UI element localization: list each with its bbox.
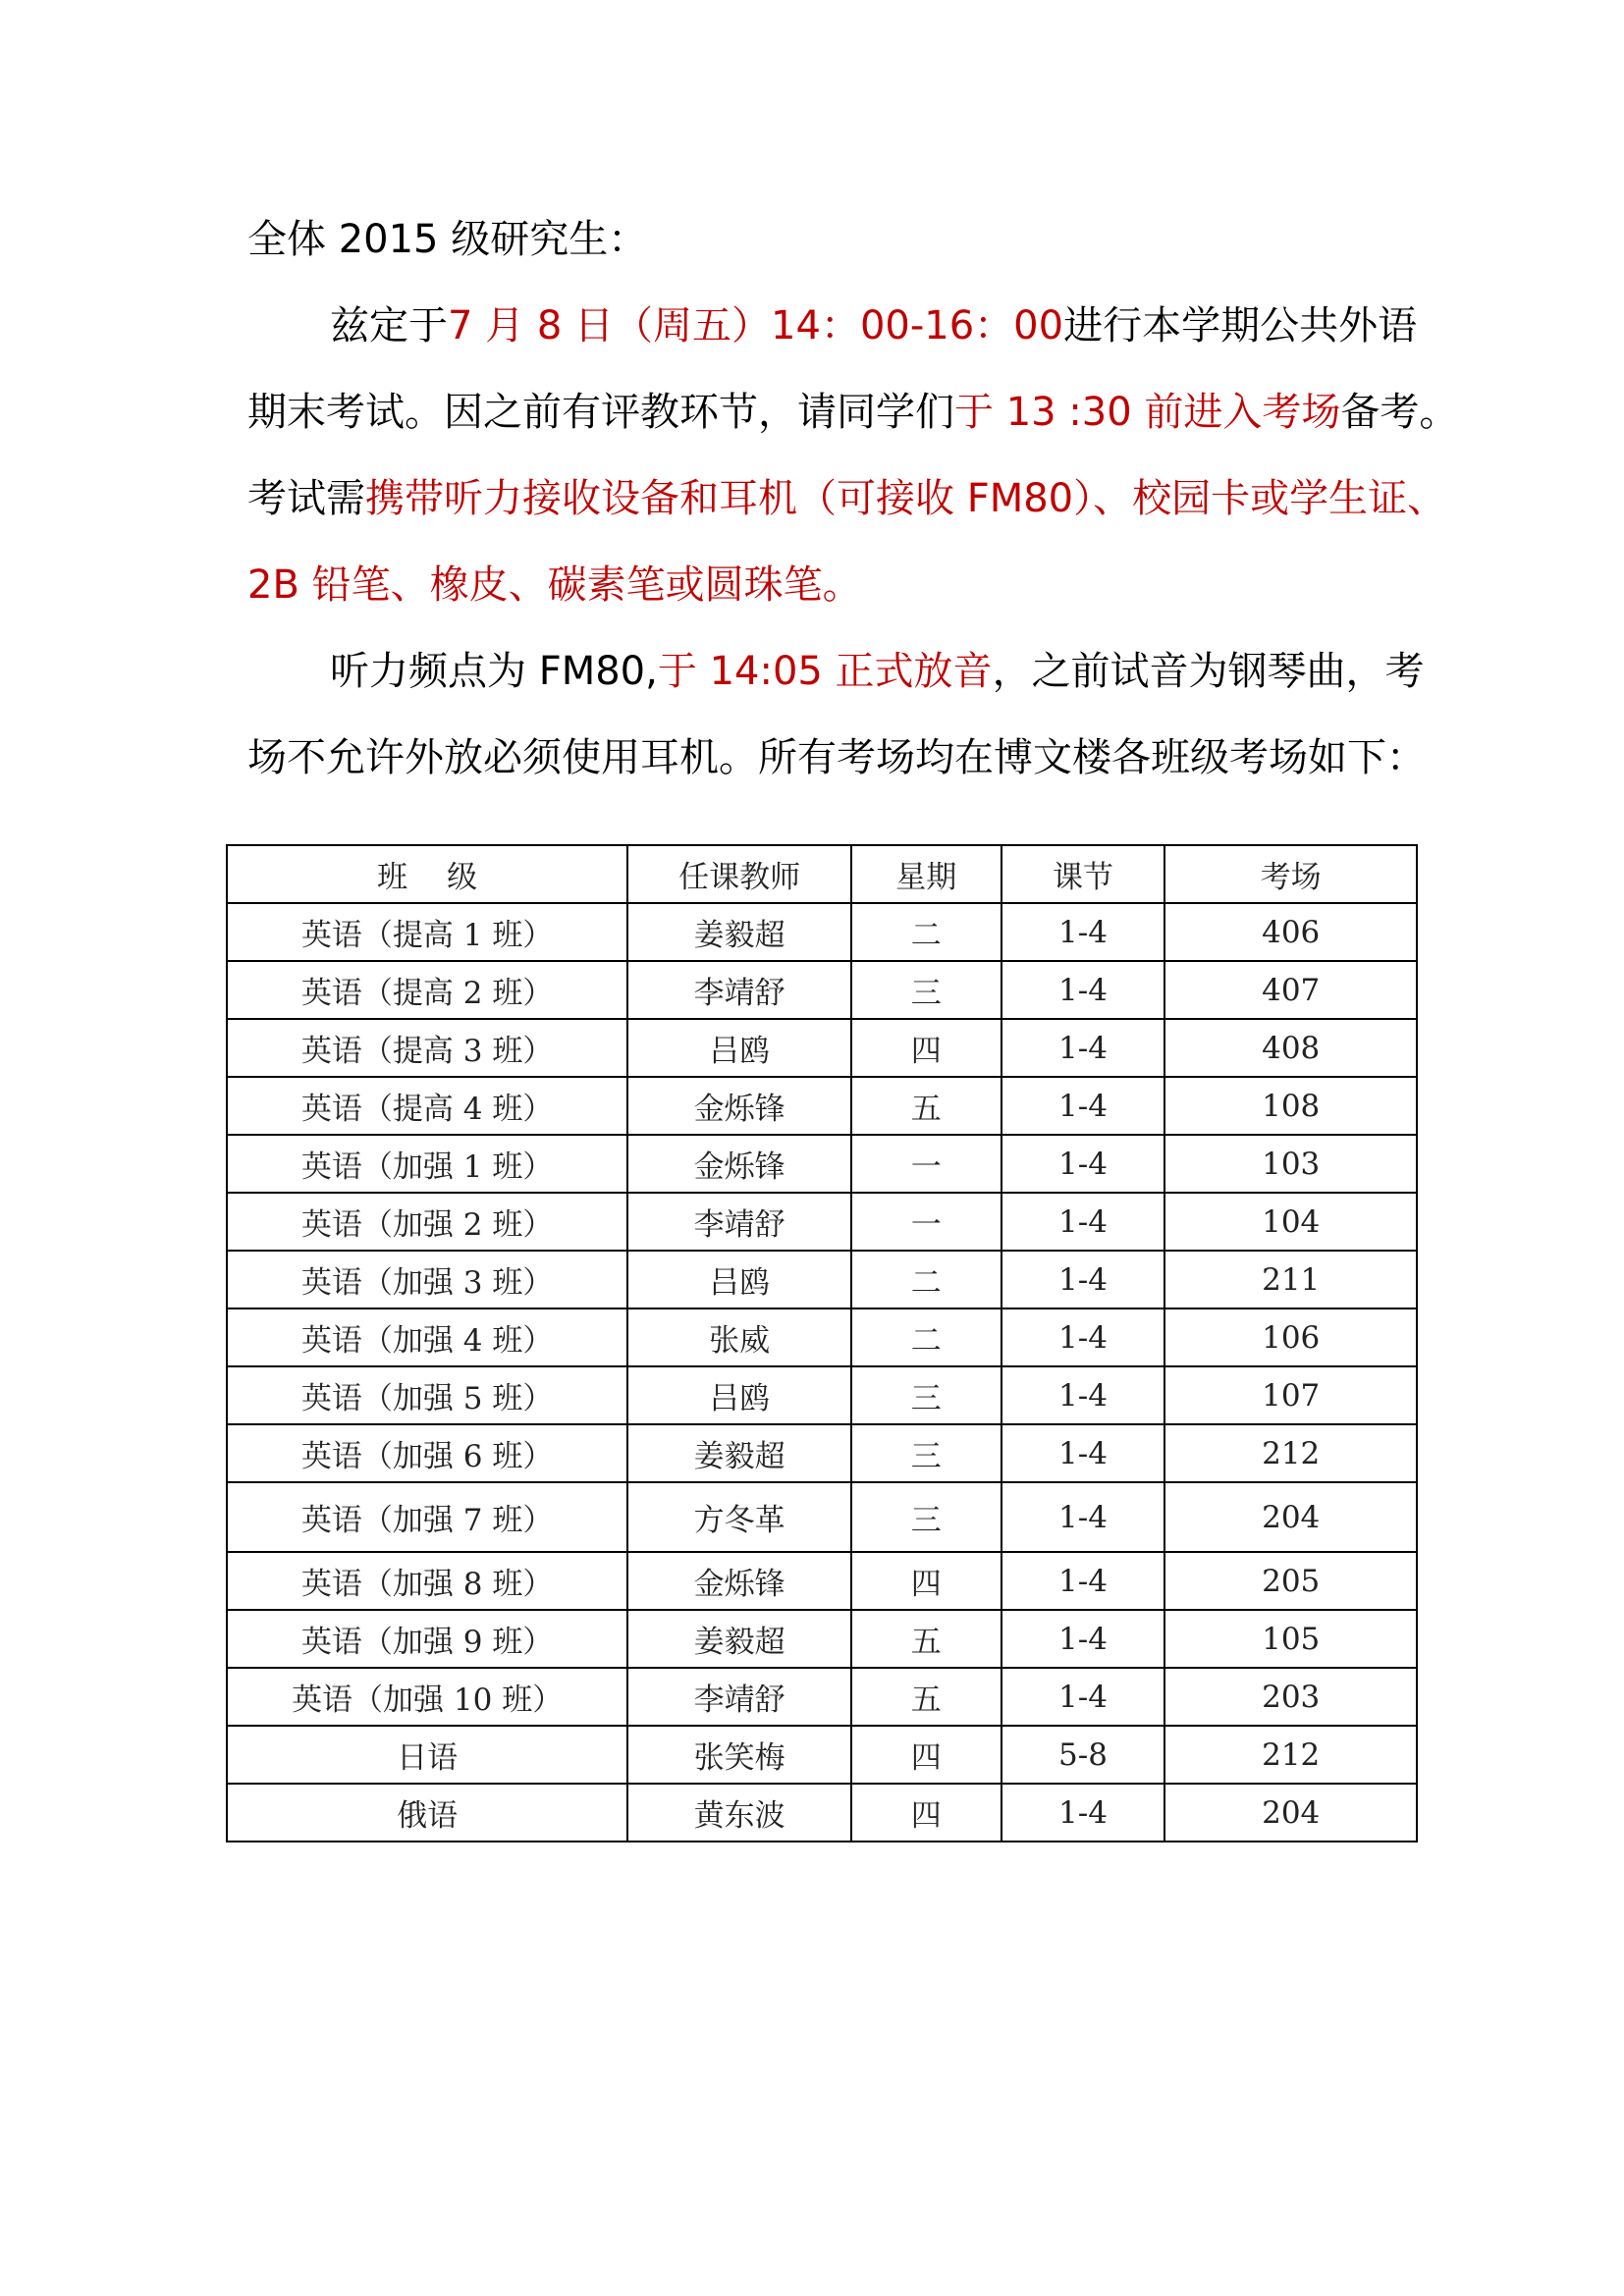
header-class: 班级: [227, 845, 627, 903]
cell-class: 俄语: [227, 1784, 627, 1842]
table-row: [227, 1308, 1417, 1366]
cell-weekday: 五: [851, 1668, 1001, 1726]
cell-class: 英语（加强 4 班）: [227, 1308, 627, 1366]
header-exam-room: 考场: [1164, 845, 1417, 903]
cell-teacher: 李靖舒: [627, 1193, 851, 1251]
cell-teacher: 吕鸥: [627, 1019, 851, 1077]
cell-period: 1-4: [1001, 1193, 1165, 1251]
cell-class: 英语（提高 2 班）: [227, 961, 627, 1019]
table-row: [227, 1424, 1417, 1482]
table-row: [227, 1784, 1417, 1842]
cell-class: 英语（加强 8 班）: [227, 1552, 627, 1610]
notice-paragraph-1: [247, 283, 1459, 628]
cell-exam-room: 212: [1164, 1726, 1417, 1784]
required-items-highlight: 携带听力接收设备和耳机（可接收 FM80）、校园卡或学生证、: [365, 476, 1447, 521]
cell-exam-room: 407: [1164, 961, 1417, 1019]
cell-class: 英语（加强 7 班）: [227, 1482, 627, 1552]
notice-text: 考试需: [247, 476, 365, 521]
notice-line-4: [247, 542, 1401, 628]
cell-class: 英语（提高 3 班）: [227, 1019, 627, 1077]
exam-room-table: [226, 844, 1418, 1842]
cell-class: 英语（提高 4 班）: [227, 1077, 627, 1135]
table-header-row: [227, 845, 1417, 903]
cell-period: 1-4: [1001, 903, 1165, 961]
notice-paragraph-2: [247, 628, 1426, 801]
table-row: [227, 1077, 1417, 1135]
cell-teacher: 李靖舒: [627, 961, 851, 1019]
cell-period: 1-4: [1001, 1610, 1165, 1668]
notice-line-6: [247, 715, 1426, 801]
cell-weekday: 四: [851, 1019, 1001, 1077]
cell-teacher: 姜毅超: [627, 1424, 851, 1482]
cell-weekday: 三: [851, 1424, 1001, 1482]
cell-exam-room: 211: [1164, 1251, 1417, 1308]
cell-teacher: 姜毅超: [627, 1610, 851, 1668]
notice-text: 兹定于: [330, 303, 448, 348]
cell-period: 1-4: [1001, 1366, 1165, 1424]
cell-class: 英语（加强 2 班）: [227, 1193, 627, 1251]
cell-period: 1-4: [1001, 1019, 1165, 1077]
table-row: [227, 1019, 1417, 1077]
cell-teacher: 张笑梅: [627, 1726, 851, 1784]
cell-class: 英语（加强 6 班）: [227, 1424, 627, 1482]
cell-class: 英语（加强 5 班）: [227, 1366, 627, 1424]
header-period: 课节: [1001, 845, 1165, 903]
notice-text: 备考。: [1340, 390, 1459, 435]
cell-period: 1-4: [1001, 961, 1165, 1019]
cell-exam-room: 103: [1164, 1135, 1417, 1193]
cell-weekday: 三: [851, 1366, 1001, 1424]
notice-text: 场不允许外放必须使用耳机。所有考场均在博文楼各班级考场如下：: [247, 735, 1426, 780]
required-items-highlight-continued: 2B 铅笔、橡皮、碳素笔或圆珠笔。: [247, 562, 862, 608]
cell-teacher: 李靖舒: [627, 1668, 851, 1726]
cell-period: 1-4: [1001, 1308, 1165, 1366]
cell-weekday: 五: [851, 1610, 1001, 1668]
notice-line-1: [247, 283, 1418, 369]
cell-period: 1-4: [1001, 1135, 1165, 1193]
table-row: [227, 1726, 1417, 1784]
cell-teacher: 张威: [627, 1308, 851, 1366]
cell-weekday: 四: [851, 1552, 1001, 1610]
salutation-text: 全体 2015 级研究生：: [247, 217, 648, 262]
broadcast-time-highlight: 于 14:05 正式放音: [657, 649, 993, 694]
table-row: [227, 1135, 1417, 1193]
cell-exam-room: 212: [1164, 1424, 1417, 1482]
table-row: [227, 1610, 1417, 1668]
cell-weekday: 二: [851, 903, 1001, 961]
cell-class: 英语（加强 10 班）: [227, 1668, 627, 1726]
notice-text: 听力频点为 FM80,: [330, 649, 658, 694]
cell-class: 英语（加强 1 班）: [227, 1135, 627, 1193]
cell-class: 英语（加强 9 班）: [227, 1610, 627, 1668]
cell-weekday: 一: [851, 1135, 1001, 1193]
cell-teacher: 姜毅超: [627, 903, 851, 961]
cell-teacher: 金烁锋: [627, 1077, 851, 1135]
notice-text: ，之前试音为钢琴曲，考: [992, 649, 1425, 694]
table-row: [227, 1366, 1417, 1424]
cell-teacher: 吕鸥: [627, 1251, 851, 1308]
salutation: [247, 196, 1401, 283]
cell-weekday: 四: [851, 1726, 1001, 1784]
notice-line-3: [247, 455, 1447, 542]
table-row: [227, 1251, 1417, 1308]
cell-exam-room: 204: [1164, 1784, 1417, 1842]
cell-exam-room: 105: [1164, 1610, 1417, 1668]
notice-text: 进行本学期公共外语: [1063, 303, 1418, 348]
header-teacher: 任课教师: [627, 845, 851, 903]
cell-period: 1-4: [1001, 1668, 1165, 1726]
cell-exam-room: 406: [1164, 903, 1417, 961]
cell-exam-room: 205: [1164, 1552, 1417, 1610]
exam-time-highlight: 7 月 8 日（周五）14：00-16：00: [448, 303, 1064, 348]
cell-class: 日语: [227, 1726, 627, 1784]
cell-exam-room: 204: [1164, 1482, 1417, 1552]
table-row: [227, 1552, 1417, 1610]
cell-weekday: 三: [851, 961, 1001, 1019]
cell-weekday: 一: [851, 1193, 1001, 1251]
cell-period: 5-8: [1001, 1726, 1165, 1784]
notice-line-2: [247, 369, 1459, 455]
table-row: [227, 1668, 1417, 1726]
cell-class: 英语（提高 1 班）: [227, 903, 627, 961]
cell-teacher: 方冬革: [627, 1482, 851, 1552]
cell-teacher: 吕鸥: [627, 1366, 851, 1424]
notice-text: 期末考试。因之前有评教环节，请同学们: [247, 390, 954, 435]
entry-time-highlight: 于 13 :30 前进入考场: [954, 390, 1341, 435]
header-weekday: 星期: [851, 845, 1001, 903]
cell-class: 英语（加强 3 班）: [227, 1251, 627, 1308]
cell-teacher: 金烁锋: [627, 1552, 851, 1610]
cell-period: 1-4: [1001, 1251, 1165, 1308]
cell-teacher: 金烁锋: [627, 1135, 851, 1193]
table-row: [227, 1193, 1417, 1251]
cell-weekday: 五: [851, 1077, 1001, 1135]
cell-period: 1-4: [1001, 1424, 1165, 1482]
cell-teacher: 黄东波: [627, 1784, 851, 1842]
cell-weekday: 四: [851, 1784, 1001, 1842]
cell-exam-room: 104: [1164, 1193, 1417, 1251]
cell-exam-room: 106: [1164, 1308, 1417, 1366]
cell-exam-room: 408: [1164, 1019, 1417, 1077]
cell-exam-room: 203: [1164, 1668, 1417, 1726]
cell-period: 1-4: [1001, 1552, 1165, 1610]
cell-weekday: 二: [851, 1308, 1001, 1366]
cell-period: 1-4: [1001, 1077, 1165, 1135]
cell-period: 1-4: [1001, 1482, 1165, 1552]
cell-weekday: 三: [851, 1482, 1001, 1552]
notice-line-5: [247, 628, 1425, 715]
cell-period: 1-4: [1001, 1784, 1165, 1842]
table-row: [227, 903, 1417, 961]
cell-weekday: 二: [851, 1251, 1001, 1308]
cell-exam-room: 107: [1164, 1366, 1417, 1424]
table-row: [227, 1482, 1417, 1552]
table-row: [227, 961, 1417, 1019]
cell-exam-room: 108: [1164, 1077, 1417, 1135]
